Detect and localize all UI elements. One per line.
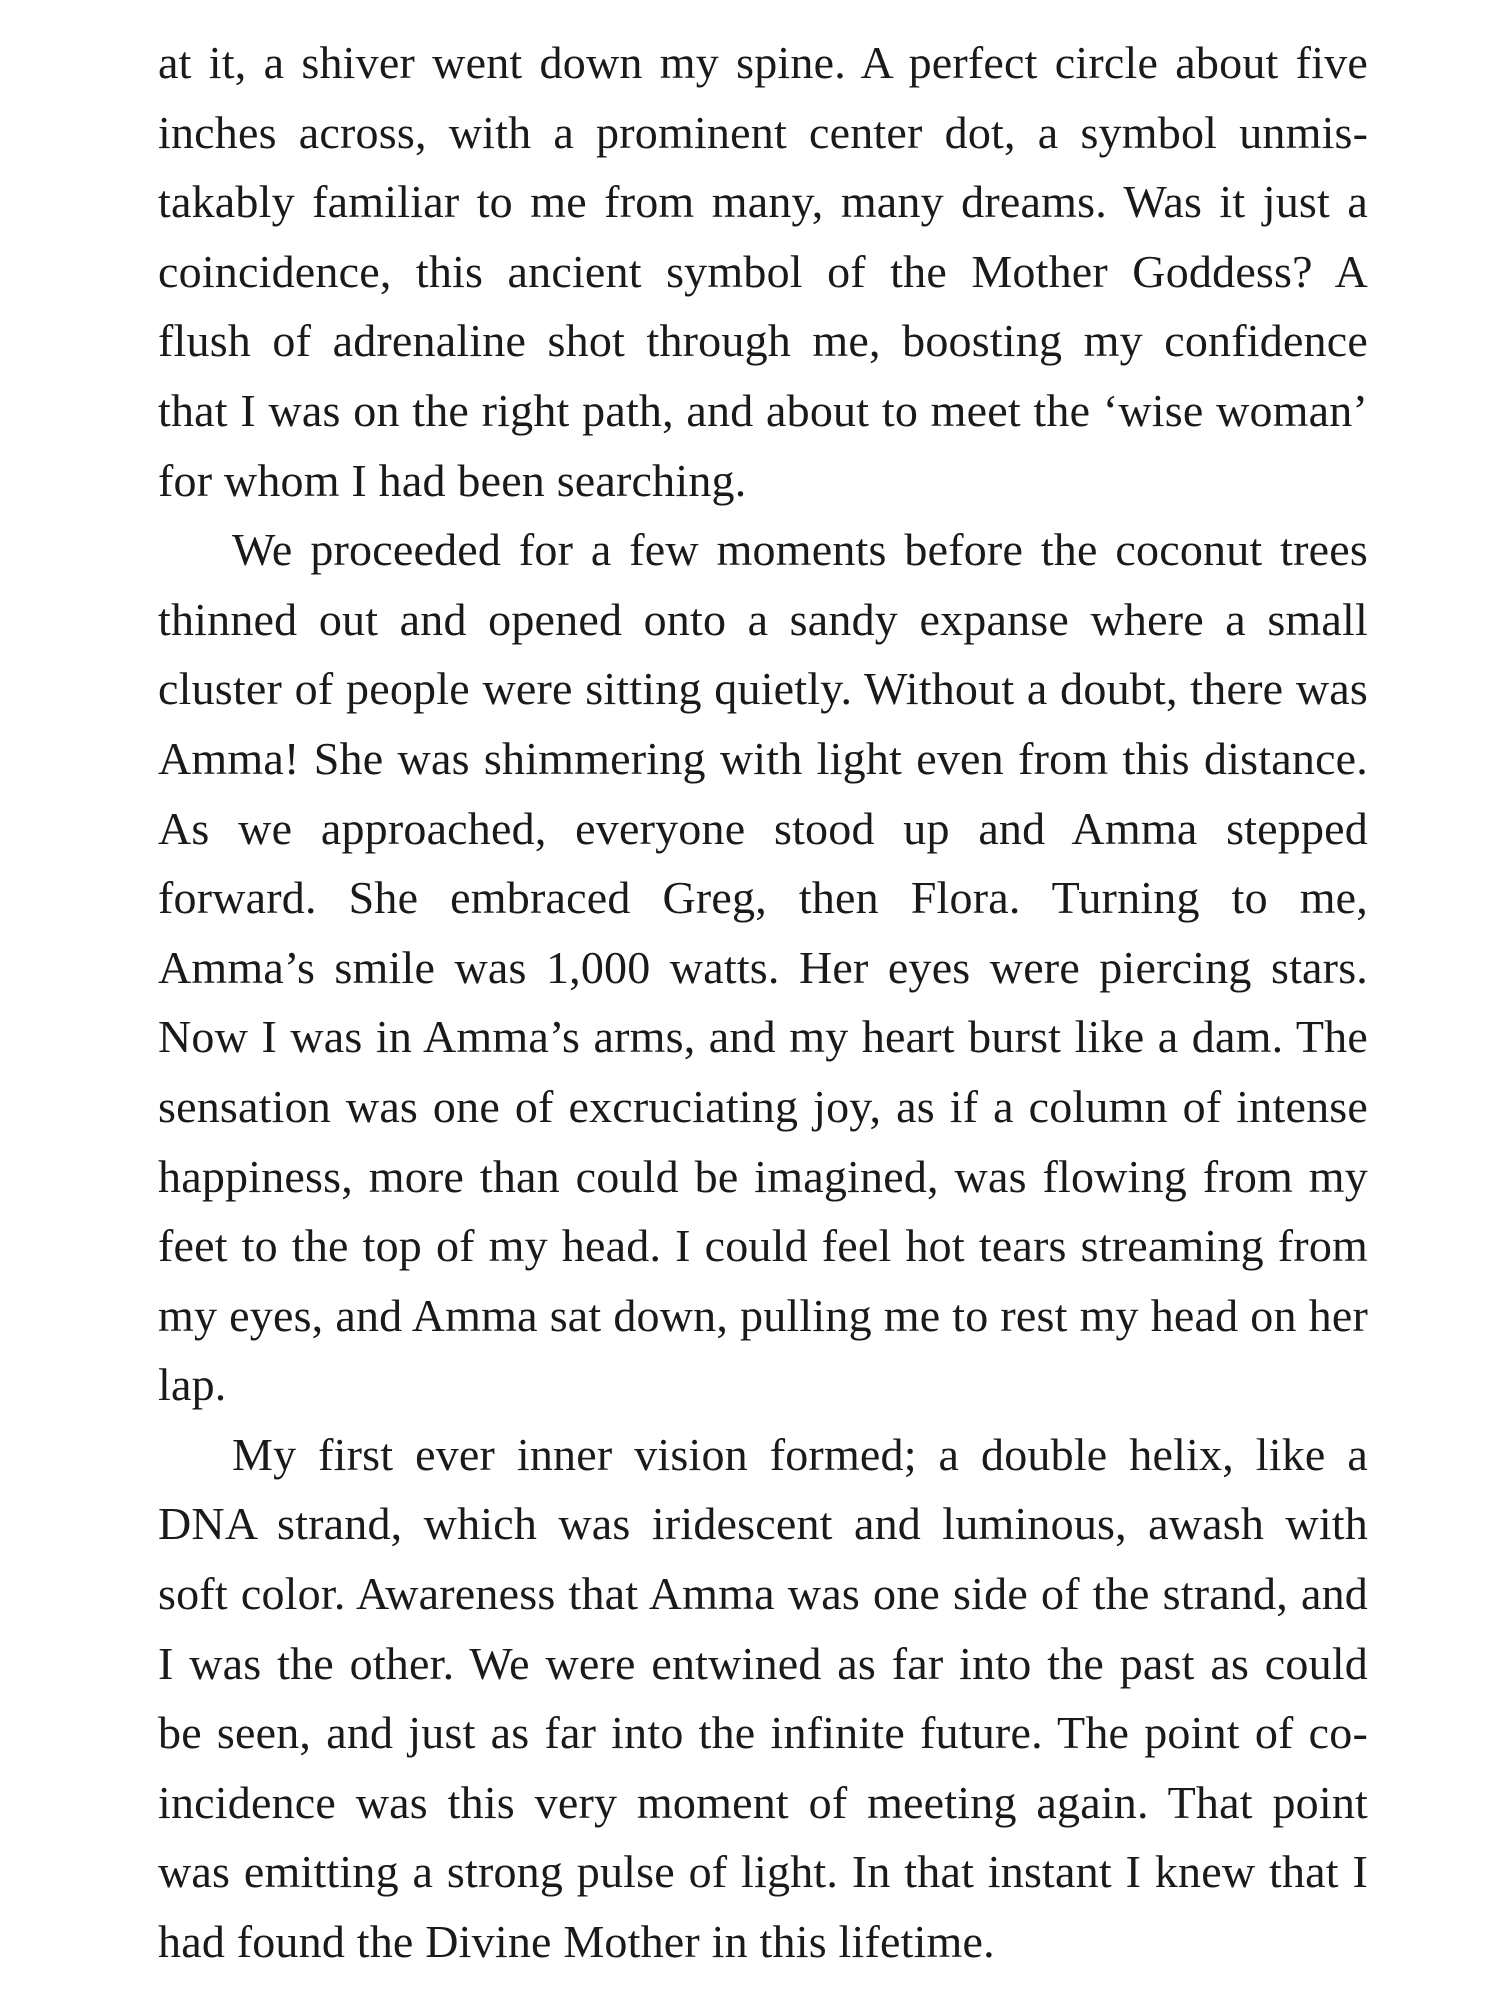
paragraph-inner-vision: My first ever inner vision formed; a double helix, like a DNA strand, which was iridescent and luminous, awash with soft color. Awareness that Amma was one side of the strand, and I was the other. We were entwined as far into the past as could be seen, and just as far into the infinite future. The point of co-incidence was this very moment of meeting again. That point was emitting a strong pulse of light. In that instant I knew that I had found the Divine Mother in this lifetime. (158, 1428, 1368, 1968)
book-page-text (158, 28, 1368, 1977)
paragraph-shiver: at it, a shiver went down my spine. A perfect circle about five inches across, with a prominent center dot, a symbol unmistakably familiar to me from many, many dreams. Was it just a coincidence, this ancient symbol of the Mother Goddess? A flush of adrenaline shot through me, boosting my confidence that I was on the right path, and about to meet the ‘wise woman’ for whom I had been searching. (158, 37, 1368, 506)
paragraph-meeting-amma: We proceeded for a few moments before the coconut trees thinned out and opened onto a sandy expanse where a small cluster of people were sitting quietly. Without a doubt, there was Amma! She was shimmering with light even from this distance. As we approached, everyone stood up and Amma stepped forward. She embraced Greg, then Flora. Turning to me, Amma’s smile was 1,000 watts. Her eyes were piercing stars. Now I was in Amma’s arms, and my heart burst like a dam. The sensation was one of excruciating joy, as if a column of intense happiness, more than could be imagined, was flowing from my feet to the top of my head. I could feel hot tears streaming from my eyes, and Amma sat down, pulling me to rest my head on her lap. (158, 524, 1368, 1411)
